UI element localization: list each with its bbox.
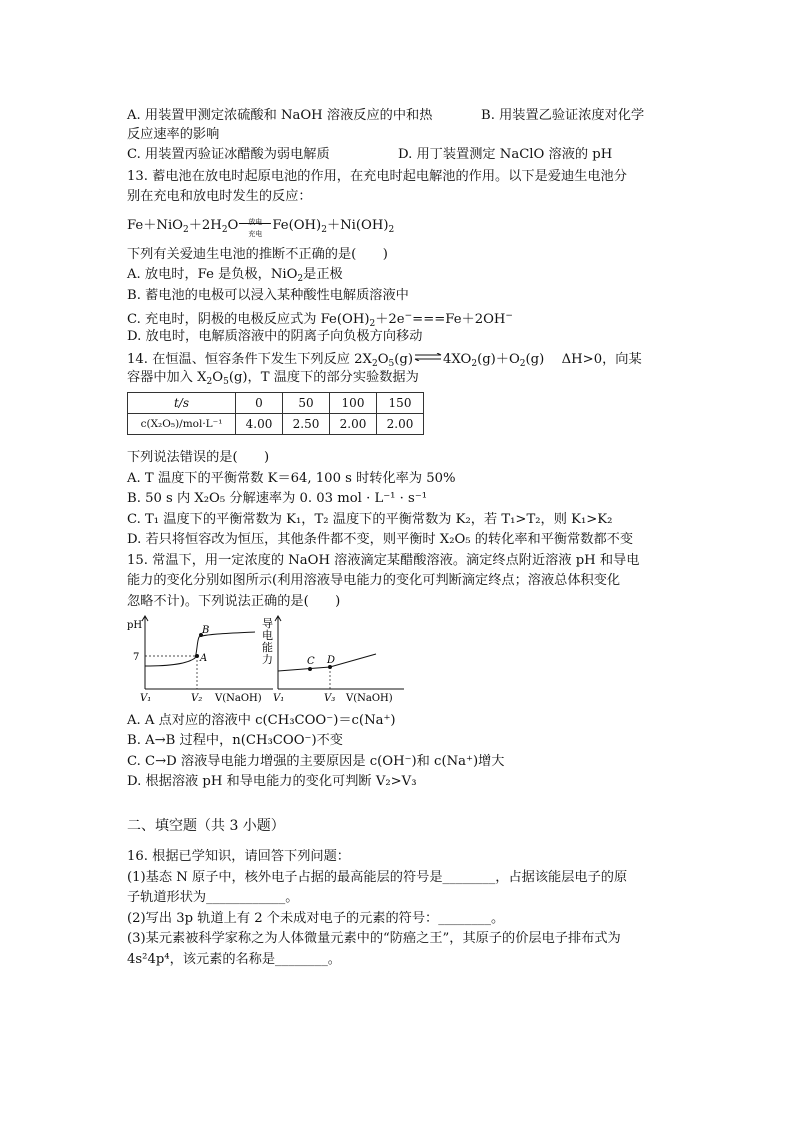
eq-sub-2b: 2 xyxy=(221,225,228,235)
eq-top-label: 放电 xyxy=(248,218,263,226)
section-heading: 二、填空题（共 3 小题） xyxy=(127,818,285,834)
conductivity-figure xyxy=(258,613,408,706)
q14-stem2-b: (g)，T 温度下的部分实验数据为 xyxy=(228,370,419,385)
eq-sub-2d: 2 xyxy=(388,225,395,235)
q12-option-c: C. 用装置丙验证冰醋酸为弱电解质 xyxy=(127,147,330,162)
q14-stem-c: 4XO xyxy=(442,352,472,367)
table-cell: 2.00 xyxy=(330,414,377,435)
q13-option-c-text2: ＋2e xyxy=(375,312,405,327)
q14-stem-b: (g) xyxy=(394,352,413,367)
q14-data-table xyxy=(127,392,424,435)
q12-option-d: D. 用丁装置测定 NaClO 溶液的 pH xyxy=(398,147,613,162)
ph-tick-7: 7 xyxy=(133,652,140,663)
q15-stem-line2: 能力的变化分别如图所示(利用溶液导电能力的变化可判断滴定终点；溶液总体积变化 xyxy=(127,573,621,588)
q15-option-c: C. C→D 溶液导电能力增强的主要原因是 c(OH⁻)和 c(Na⁺)增大 xyxy=(127,754,505,769)
point-c-label: C xyxy=(307,656,315,667)
x-axis-label: V(NaOH) xyxy=(215,693,262,704)
eq-right2: ＋Ni(OH) xyxy=(326,218,389,233)
q16-part2: (2)写出 3p 轨道上有 2 个未成对电子的元素的符号：________。 xyxy=(127,911,505,926)
q14-stem2-a: 容器中加入 X xyxy=(127,370,207,385)
x-axis-label: V(NaOH) xyxy=(346,693,393,704)
q13-option-c-text: C. 充电时，阴极的电极反应式为 Fe(OH) xyxy=(127,312,370,327)
x-tick-v1: V₁ xyxy=(273,693,285,704)
q16-part1-line2: 子轨道形状为____________。 xyxy=(127,890,299,905)
table-header-cell: 0 xyxy=(236,393,283,414)
eq-bottom-label: 充电 xyxy=(248,230,263,238)
y-label-char-3: 能 xyxy=(262,641,273,654)
q13-stem-line2: 别在充电和放电时发生的反应： xyxy=(127,189,312,204)
table-header-cell: 100 xyxy=(330,393,377,414)
q13-option-c: C. 充电时，阴极的电极反应式为 $Fe(OH)_2+2e^-===Fe+2OH^-$ xyxy=(127,311,513,329)
q15-option-b: B. A→B 过程中，n(CH₃COO⁻)不变 xyxy=(127,733,343,748)
point-d-label: D xyxy=(327,655,336,666)
q13-option-b: B. 蓄电池的电极可以浸入某种酸性电解质溶液中 xyxy=(127,288,409,303)
x-tick-v3: V₃ xyxy=(324,693,336,704)
q16-part1-line1: (1)基态 N 原子中，核外电子占据的最高能层的符号是________，占据该能层电子的原 xyxy=(127,870,628,885)
q14-option-b: B. 50 s 内 X₂O₅ 分解速率为 0. 03 mol · L⁻¹ · s⁻¹ xyxy=(127,491,428,506)
q14-stem-d: (g)＋O xyxy=(477,352,520,367)
eq-left: Fe＋NiO xyxy=(127,218,183,233)
q14-ask: 下列说法错误的是( ) xyxy=(127,450,270,465)
eq-sub-2c: 2 xyxy=(321,225,327,235)
table-header-cell: 150 xyxy=(377,393,424,414)
q15-option-d: D. 根据溶液 pH 和导电能力的变化可判断 V₂>V₃ xyxy=(127,774,417,789)
table-cell: 2.00 xyxy=(377,414,424,435)
x-tick-v2: V₂ xyxy=(191,693,203,704)
q13-option-a-text: A. 放电时，Fe 是负极，NiO xyxy=(127,267,298,282)
x-tick-v1: V₁ xyxy=(140,693,152,704)
table-row xyxy=(128,414,424,435)
table-cell: 4.00 xyxy=(236,414,283,435)
table-row-label: c(X₂O₅)/mol·L⁻¹ xyxy=(128,414,236,435)
equilibrium-arrow-icon xyxy=(413,349,443,367)
q15-option-a: A. A 点对应的溶液中 c(CH₃COO⁻)＝c(Na⁺) xyxy=(127,713,396,728)
q15-stem-line1: 15. 常温下，用一定浓度的 NaOH 溶液滴定某醋酸溶液。滴定终点附近溶液 pH 和导电 xyxy=(127,553,640,568)
q16-stem: 16. 根据已学知识，请回答下列问题： xyxy=(127,849,350,864)
q16-part3-line2: 4s²4p⁴，该元素的名称是________。 xyxy=(127,952,341,967)
q13-option-a: A. 放电时，Fe 是负极，NiO$_2$是正极 xyxy=(127,267,343,284)
q13-stem-line1: 13. 蓄电池在放电时起原电池的作用，在充电时起电解池的作用。以下是爱迪生电池分 xyxy=(127,169,627,184)
q12-option-b-continued: 反应速率的影响 xyxy=(127,127,220,142)
y-label-char-4: 力 xyxy=(262,653,273,666)
table-row xyxy=(128,393,424,414)
q13-equation xyxy=(127,215,394,239)
q12-option-a: A. 用装置甲测定浓硫酸和 NaOH 溶液反应的中和热 xyxy=(127,108,433,123)
q14-option-c: C. T₁ 温度下的平衡常数为 K₁，T₂ 温度下的平衡常数为 K₂，若 T₁>T₂，则 K₁>K₂ xyxy=(127,512,613,527)
q14-option-a: A. T 温度下的平衡常数 K＝64, 100 s 时转化率为 50% xyxy=(127,471,456,486)
ph-axis-label: pH xyxy=(127,620,143,631)
table-header-cell: t/s xyxy=(128,393,236,414)
q13-option-c-text3: ===Fe＋2OH xyxy=(412,312,506,327)
q14-stem-line1: 14. 在恒温、恒容条件下发生下列反应 $2X_2O_5(g)$ $4XO_2(g)+O_2(g)$ ΔH>0，向某 xyxy=(127,349,642,373)
q14-stem-line2: 容器中加入 $X_2O_5(g)$，T 温度下的部分实验数据为 xyxy=(127,370,419,387)
q15-stem-line3: 忽略不计)。下列说法正确的是( ) xyxy=(127,594,341,609)
q12-option-b: B. 用装置乙验证浓度对化学 xyxy=(481,108,645,123)
y-label-char-1: 导 xyxy=(262,617,273,630)
point-b-label: B xyxy=(202,625,210,636)
equilibrium-arrow-icon xyxy=(238,215,272,238)
q14-option-d: D. 若只将恒容改为恒压，其他条件都不变，则平衡时 X₂O₅ 的转化率和平衡常数都不变 xyxy=(127,532,634,547)
eq-right: Fe(OH) xyxy=(272,218,322,233)
q14-stem-e: (g) ΔH>0，向某 xyxy=(525,352,642,367)
eq-sub-2a: 2 xyxy=(183,225,189,235)
q16-part3-line1: (3)某元素被科学家称之为人体微量元素中的“防癌之王”，其原子的价层电子排布式为 xyxy=(127,931,621,946)
table-header-cell: 50 xyxy=(283,393,330,414)
q14-stem-a: 14. 在恒温、恒容条件下发生下列反应 2X xyxy=(127,352,372,367)
q13-ask: 下列有关爱迪生电池的推断不正确的是( ) xyxy=(127,247,388,262)
eq-mid: ＋2H xyxy=(188,218,222,233)
y-label-char-2: 电 xyxy=(262,629,273,642)
q13-option-a-text2: 是正极 xyxy=(303,267,343,282)
eq-o: O xyxy=(227,218,239,233)
table-cell: 2.50 xyxy=(283,414,330,435)
point-a-label: A xyxy=(200,653,208,664)
ph-titration-figure xyxy=(125,613,275,706)
q13-option-d: D. 放电时，电解质溶液中的阴离子向负极方向移动 xyxy=(127,329,423,344)
